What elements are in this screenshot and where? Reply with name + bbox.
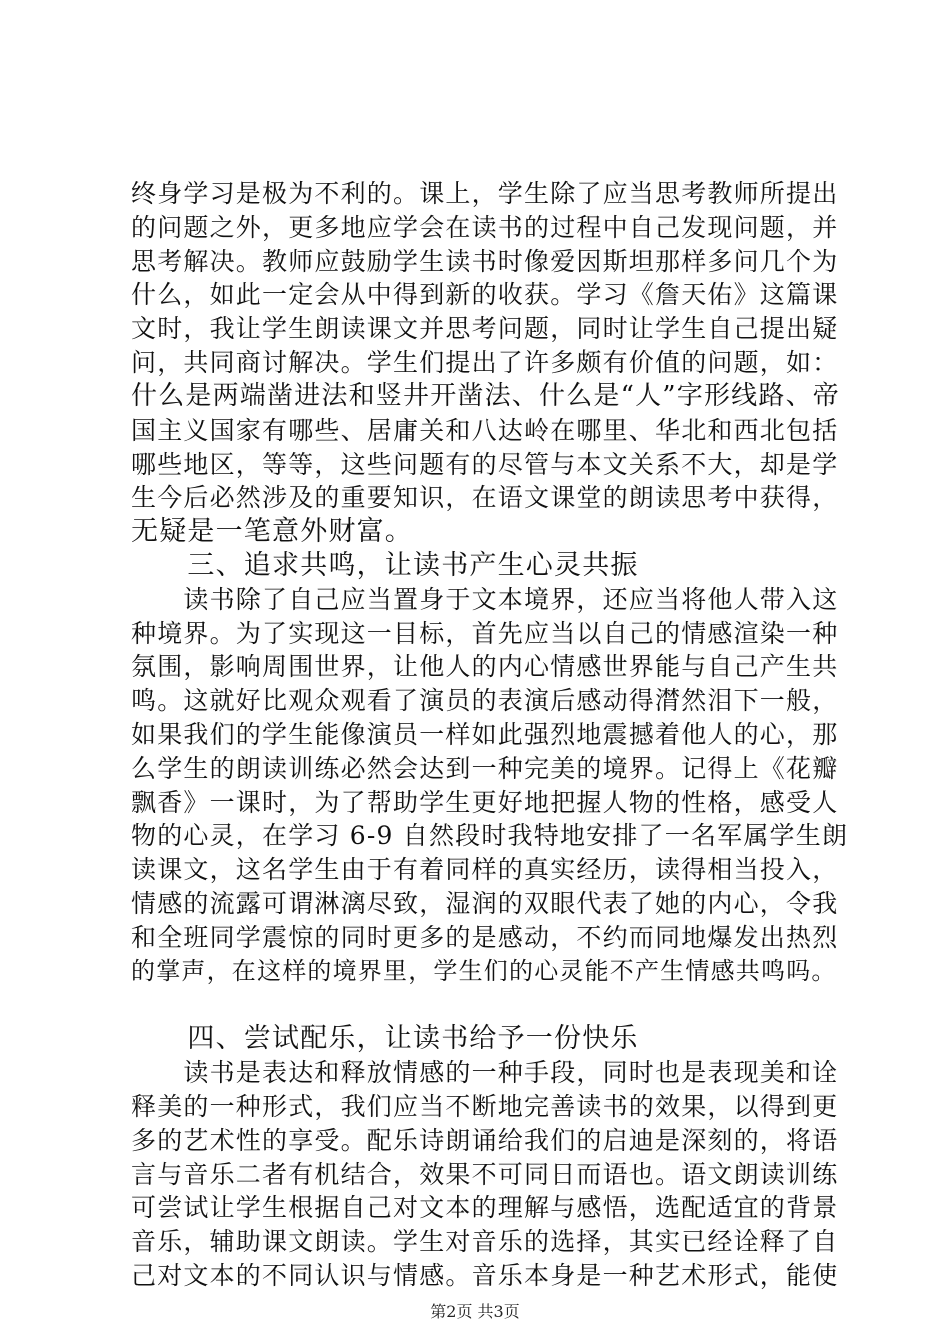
paragraph-line: 如果我们的学生能像演员一样如此强烈地震撼着他人的心，那 xyxy=(131,720,839,749)
paragraph-line: 读书除了自己应当置身于文本境界，还应当将他人带入这 xyxy=(131,585,839,614)
paragraph-line: 的掌声，在这样的境界里，学生们的心灵能不产生情感共鸣吗。 xyxy=(131,957,837,985)
paragraph-line: 读书是表达和释放情感的一种手段，同时也是表现美和诠 xyxy=(131,1058,839,1087)
section-heading: 四、尝试配乐，让读书给予一份快乐 xyxy=(131,1023,639,1054)
paragraph-line: 读课文，这名学生由于有着同样的真实经历，读得相当投入， xyxy=(131,855,839,884)
blank-line xyxy=(131,989,851,1022)
paragraph-line: 飘香》一课时，为了帮助学生更好地把握人物的性格，感受人 xyxy=(131,788,839,817)
paragraph-line: 音乐，辅助课文朗读。学生对音乐的选择，其实已经诠释了自 xyxy=(131,1227,839,1256)
paragraph-line: 文时，我让学生朗读课文并思考问题，同时让学生自己提出疑 xyxy=(131,314,839,343)
paragraph-line: 氛围，影响周围世界，让他人的内心情感世界能与自己产生共 xyxy=(131,652,839,681)
paragraph-line: 情感的流露可谓淋漓尽致，湿润的双眼代表了她的内心，令我 xyxy=(131,889,839,918)
paragraph-line: 哪些地区，等等，这些问题有的尽管与本文关系不大，却是学 xyxy=(131,450,839,479)
paragraph-line: 可尝试让学生根据自己对文本的理解与感悟，选配适宜的背景 xyxy=(131,1193,839,1222)
paragraph-line: 多的艺术性的享受。配乐诗朗诵给我们的启迪是深刻的，将语 xyxy=(131,1126,839,1155)
paragraph-line: 鸣。这就好比观众观看了演员的表演后感动得潸然泪下一般， xyxy=(131,686,839,715)
paragraph-line: 释美的一种形式，我们应当不断地完善读书的效果，以得到更 xyxy=(131,1092,839,1121)
page-footer: 第2页 共3页 xyxy=(430,1302,520,1321)
paragraph-line: 终身学习是极为不利的。课上，学生除了应当思考教师所提出 xyxy=(131,179,839,208)
paragraph-line: 思考解决。教师应鼓励学生读书时像爱因斯坦那样多问几个为 xyxy=(131,247,839,276)
paragraph-line: 问，共同商讨解决。学生们提出了许多颇有价值的问题，如： xyxy=(131,348,839,377)
paragraph-line: 生今后必然涉及的重要知识，在语文课堂的朗读思考中获得， xyxy=(131,483,839,512)
paragraph-line: 国主义国家有哪些、居庸关和八达岭在哪里、华北和西北包括 xyxy=(131,416,839,445)
paragraph-line: 己对文本的不同认识与情感。音乐本身是一种艺术形式，能使 xyxy=(131,1261,839,1290)
paragraph-line: 言与音乐二者有机结合，效果不可同日而语也。语文朗读训练 xyxy=(131,1160,839,1189)
paragraph-line: 种境界。为了实现这一目标，首先应当以自己的情感渲染一种 xyxy=(131,619,839,648)
paragraph-line: 么学生的朗读训练必然会达到一种完美的境界。记得上《花瓣 xyxy=(131,754,839,783)
section-heading: 三、追求共鸣，让读书产生心灵共振 xyxy=(131,550,639,581)
paragraph-line: 物的心灵，在学习 6-9 自然段时我特地安排了一名军属学生朗 xyxy=(131,821,849,850)
paragraph-line: 和全班同学震惊的同时更多的是感动，不约而同地爆发出热烈 xyxy=(131,923,839,952)
paragraph-line: 什么，如此一定会从中得到新的收获。学习《詹天佑》这篇课 xyxy=(131,280,839,309)
paragraph-line: 的问题之外，更多地应学会在读书的过程中自己发现问题，并 xyxy=(131,213,839,242)
paragraph-line: 无疑是一笔意外财富。 xyxy=(131,516,413,547)
paragraph-line: 什么是两端凿进法和竖井开凿法、什么是“人”字形线路、帝 xyxy=(131,381,840,411)
